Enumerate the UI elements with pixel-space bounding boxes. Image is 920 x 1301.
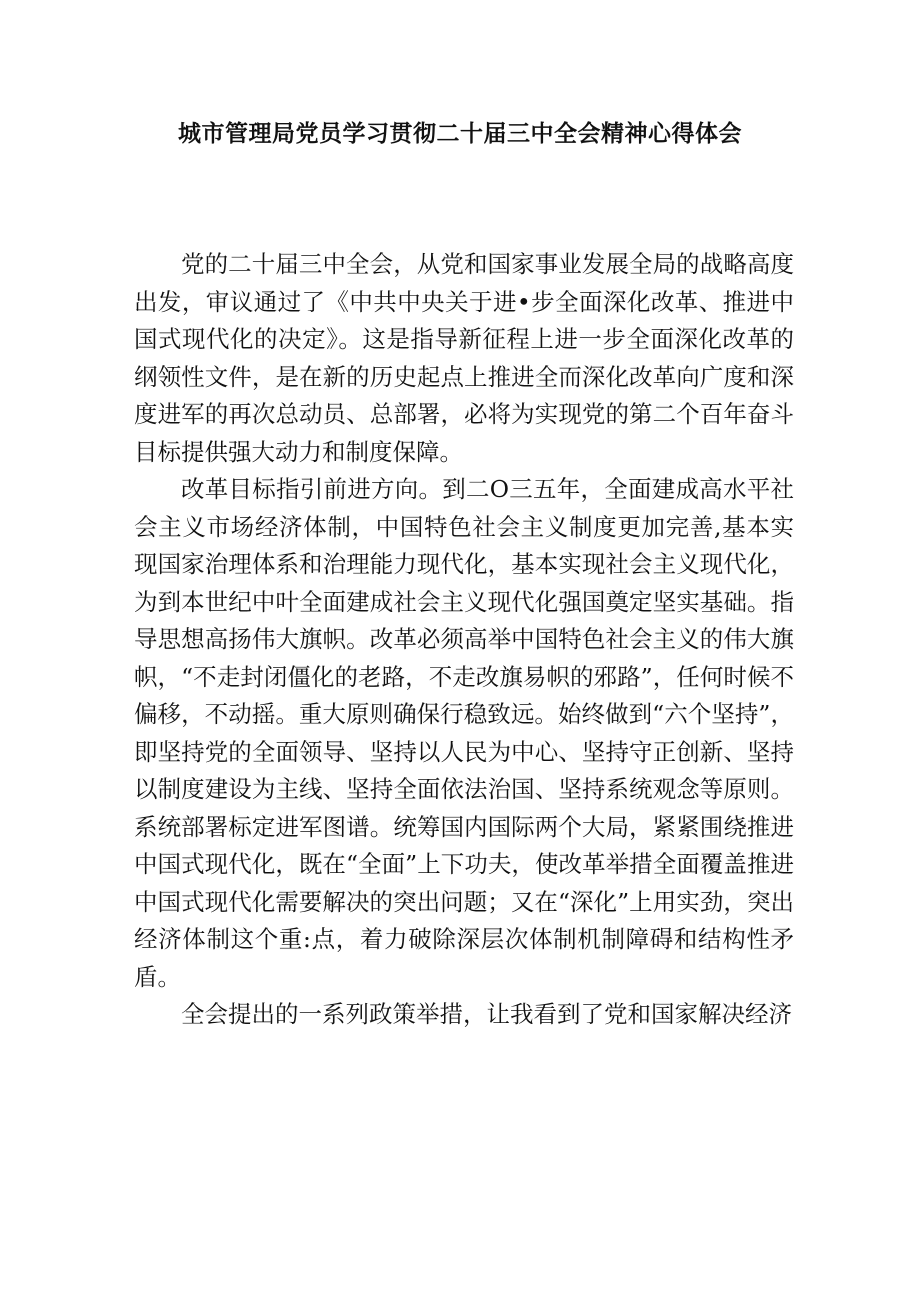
paragraph: 党的二十届三中全会，从党和国家事业发展全局的战略高度出发，审议通过了《中共中央关于进•步全面深化改革、推进中国式现代化的决定》。这是指导新征程上进一步全面深化改革的纲领性文件，是在新的历史起点上推进全而深化改革向广度和深度进军的再次总动员、总部署，必将为实现党的第二个百年奋斗目标提供强大动力和制度保障。 (134, 250, 794, 466)
document-body (134, 246, 794, 1034)
paragraph: 改革目标指引前进方向。到二O三五年，全面建成高水平社会主义市场经济体制，中国特色社会主义制度更加完善,基本实现国家治理体系和治理能力现代化，基本实现社会主义现代化，为到本世纪中叶全面建成社会主义现代化强国奠定坚实基础。指导思想高扬伟大旗帜。改革必须高举中国特色社会主义的伟大旗帜，“不走封闭僵化的老路，不走改旗易帜的邪路”，任何时候不偏移，不动摇。重大原则确保行稳致远。始终做到“六个坚持”，即坚持党的全面领导、坚持以人民为中心、坚持守正创新、坚持以制度建设为主线、坚持全面依法治国、坚持系统观念等原则。系统部署标定进军图谱。统筹国内国际两个大局，紧紧围绕推进中国式现代化，既在“全面”上下功夫，使改革举措全面覆盖推进中国式现代化需要解决的突出问题；又在“深化”上用实劲，突出经济体制这个重:点，着力破除深层次体制机制障碍和结构性矛盾。 (134, 475, 794, 991)
document-title: 城市管理局党员学习贯彻二十届三中全会精神心得体会 (178, 121, 742, 147)
paragraph: 全会提出的一系列政策举措，让我看到了党和国家解决经济 (181, 1000, 792, 1028)
